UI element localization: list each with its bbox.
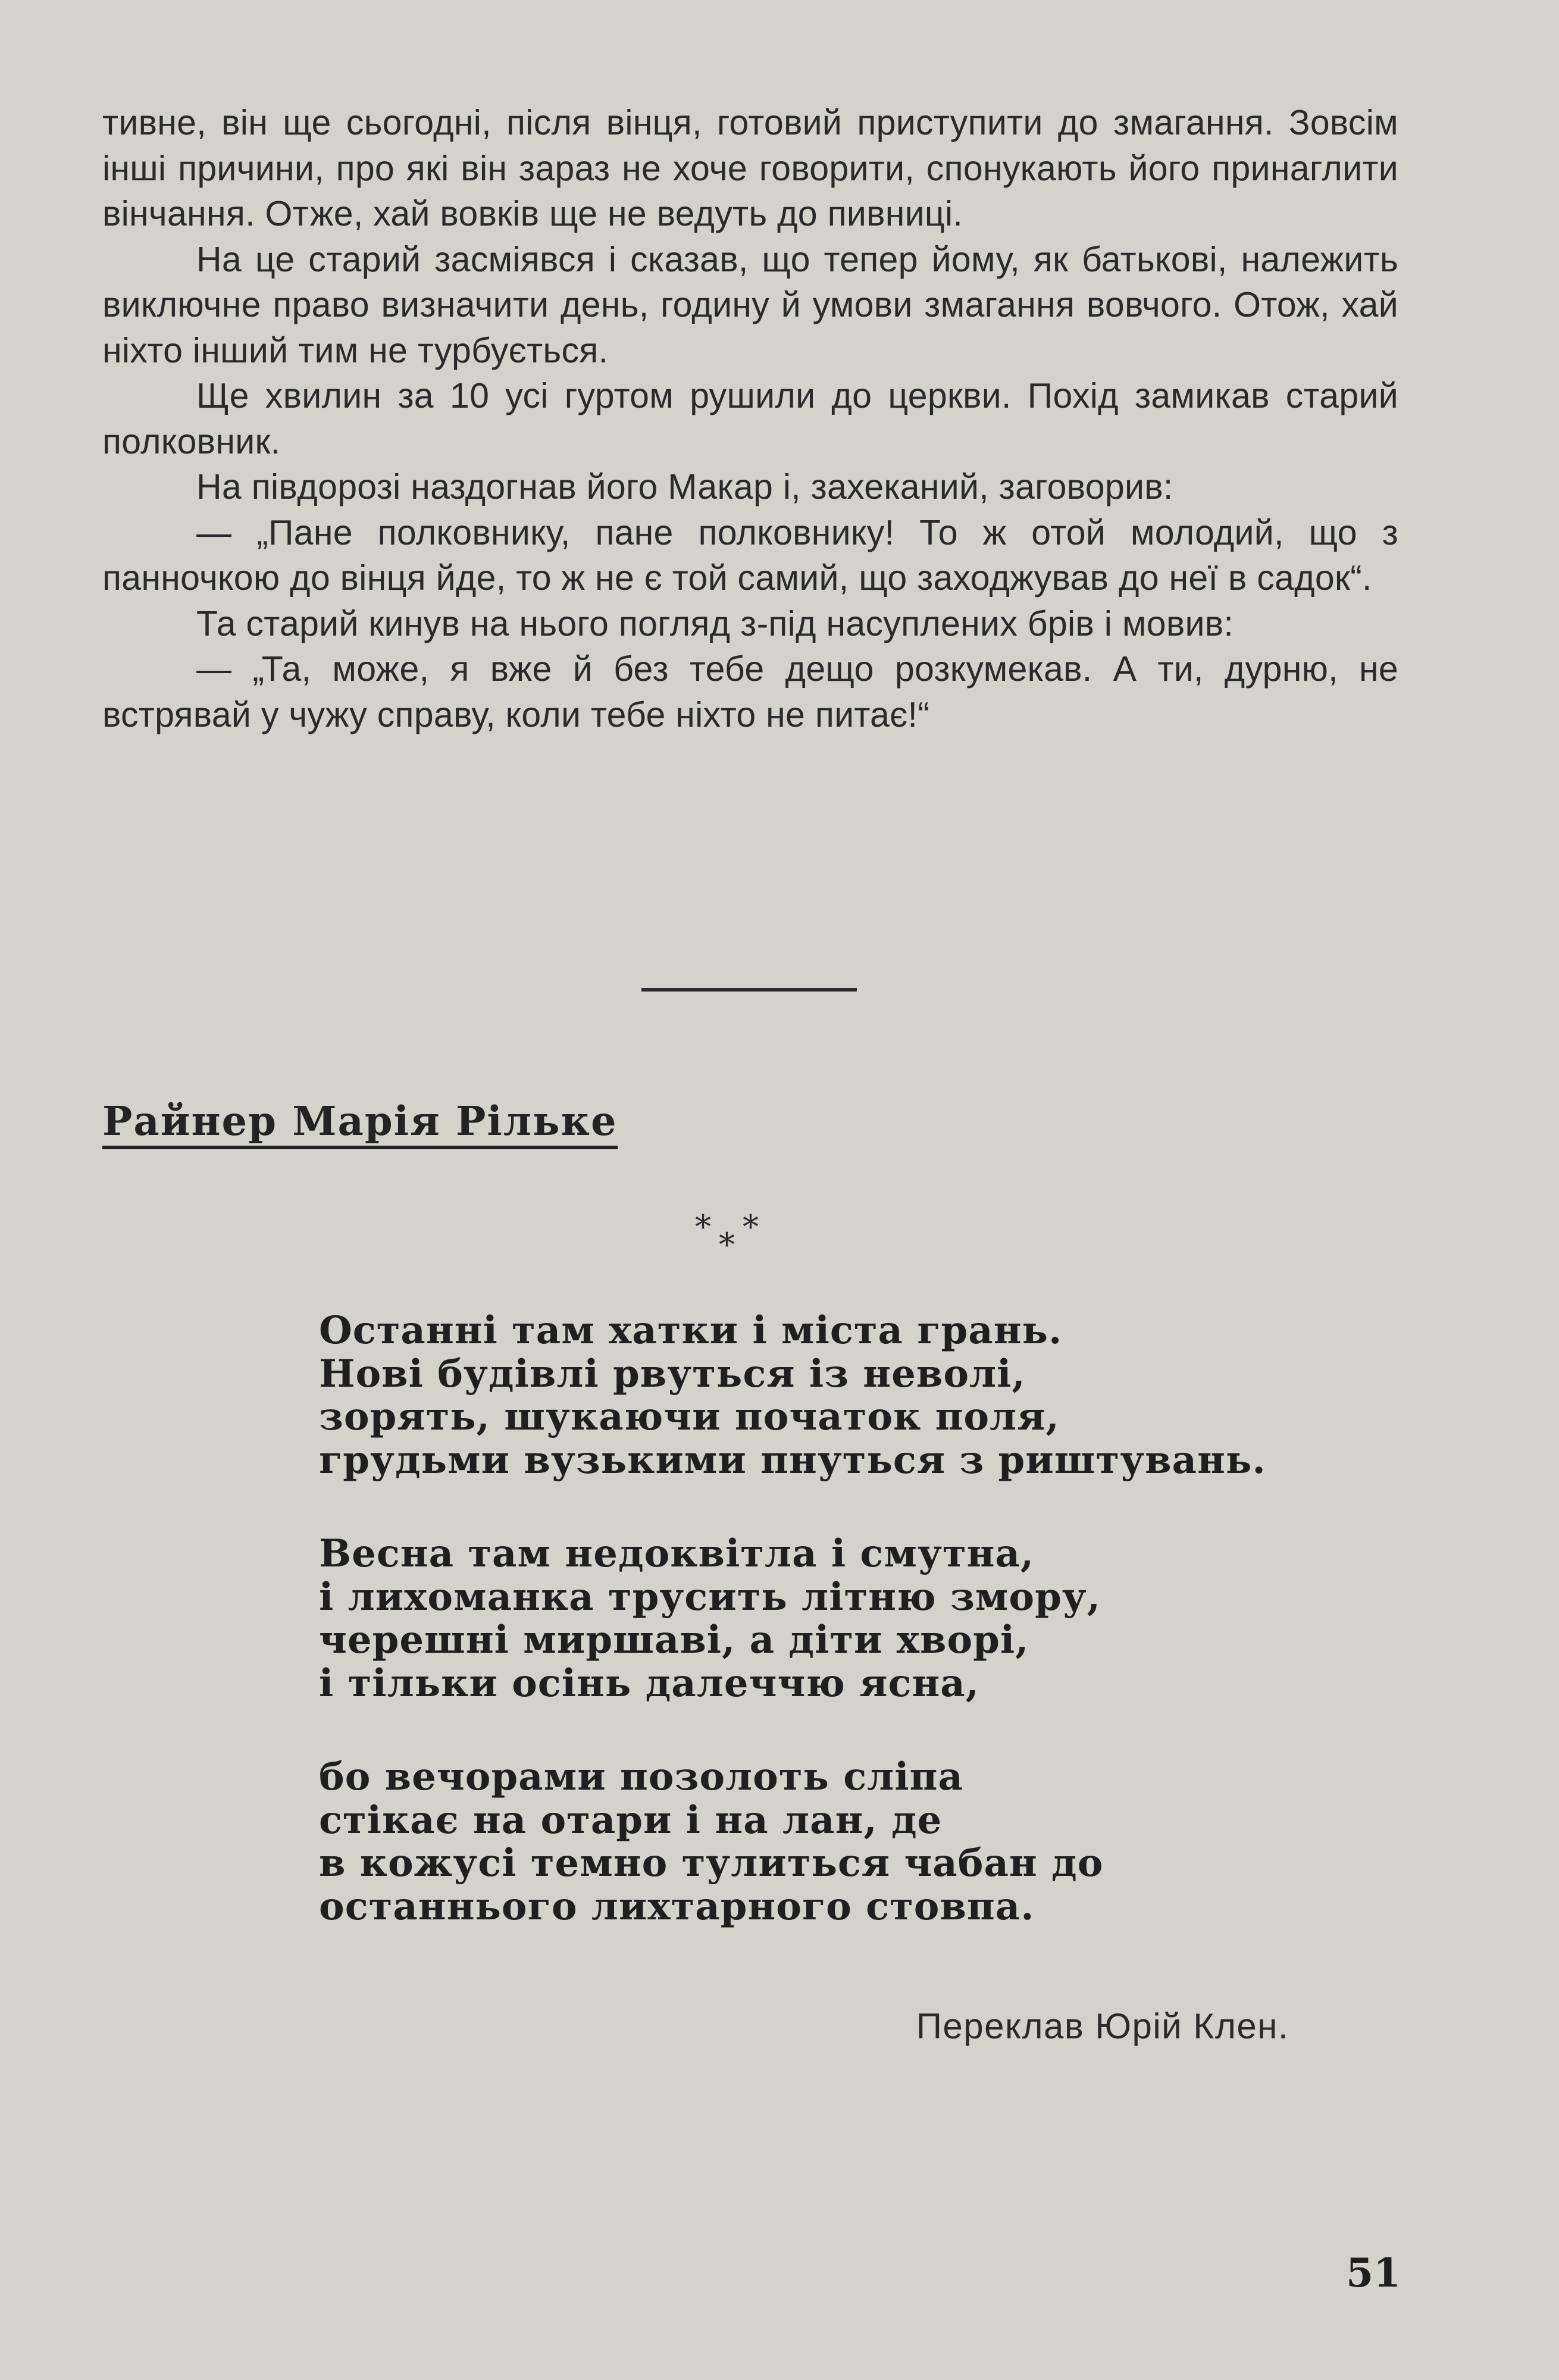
poem-line: Нові будівлі рвуться із неволі, <box>319 1351 1026 1396</box>
poem-line: Весна там недоквітла і смутна, <box>319 1531 1035 1576</box>
poem-stanza <box>319 1533 1426 1705</box>
prose-paragraph: — „Та, може, я вже й без тебе дещо розкумекав. А ти, дурню, не встрявай у чужу справу, коли тебе ніхто не питає!“ <box>102 649 1398 734</box>
author-heading: Райнер Марія Рільке <box>102 1101 618 1149</box>
poem-line: і лихоманка трусить літню змору, <box>319 1574 1101 1619</box>
prose-paragraph: Та старий кинув на нього погляд з-під насуплених брів і мовив: <box>196 603 1234 643</box>
asterism <box>695 1208 814 1262</box>
poem-line: зорять, шукаючи початок поля, <box>319 1394 1060 1439</box>
poem-line: і тільки осінь далеччю ясна, <box>319 1660 980 1706</box>
translator-credit: Переклав Юрій Клен. <box>916 2006 1289 2046</box>
prose-paragraph: Ще хвилин за 10 усі гуртом рушили до церкви. Похід замикав старий полковник. <box>102 376 1398 461</box>
page-number: 51 <box>1346 2250 1401 2296</box>
prose-paragraph: На це старий засміявся і сказав, що тепер йому, як батькові, належить виключне право визначити день, годину й умови змагання вовчого. Отож, хай ніхто інший тим не турбується. <box>102 239 1398 370</box>
prose-paragraph: — „Пане полковнику, пане полковнику! То ж отой молодий, що з панночкою до вінця йде, то ж не є той самий, що заходжував до неї в садок“. <box>102 512 1398 598</box>
poem-stanza <box>319 1309 1426 1482</box>
poem-line: черешні миршаві, а діти хворі, <box>319 1618 1029 1662</box>
asterisk: * <box>695 1208 711 1246</box>
poem-line: в кожусі темно тулиться чабан до <box>319 1841 1104 1885</box>
poem <box>319 1309 1426 1979</box>
prose-paragraph: На півдорозі наздогнав його Макар і, захеканий, заговорив: <box>196 467 1173 506</box>
asterisk: * <box>719 1226 735 1264</box>
poem-line: грудьми вузькими пнуться з риштувань. <box>319 1437 1266 1483</box>
prose-section <box>102 100 1398 737</box>
poem-line: бо вечорами позолоть сліпа <box>319 1754 963 1799</box>
poem-line: останнього лихтарного стовпа. <box>319 1884 1035 1929</box>
section-divider <box>641 988 857 992</box>
prose-paragraph: тивне, він ще сьогодні, після вінця, готовий приступити до змагання. Зовсім інші причини, про які він зараз не хоче говорити, спонукають його принаглити вінчання. Отже, хай вовків ще не ведуть до пивниці. <box>102 103 1398 233</box>
poem-stanza <box>319 1756 1426 1928</box>
poem-line: Останні там хатки і міста грань. <box>319 1308 1063 1353</box>
poem-line: стікає на отари і на лан, де <box>319 1797 943 1843</box>
asterisk: * <box>743 1208 759 1246</box>
